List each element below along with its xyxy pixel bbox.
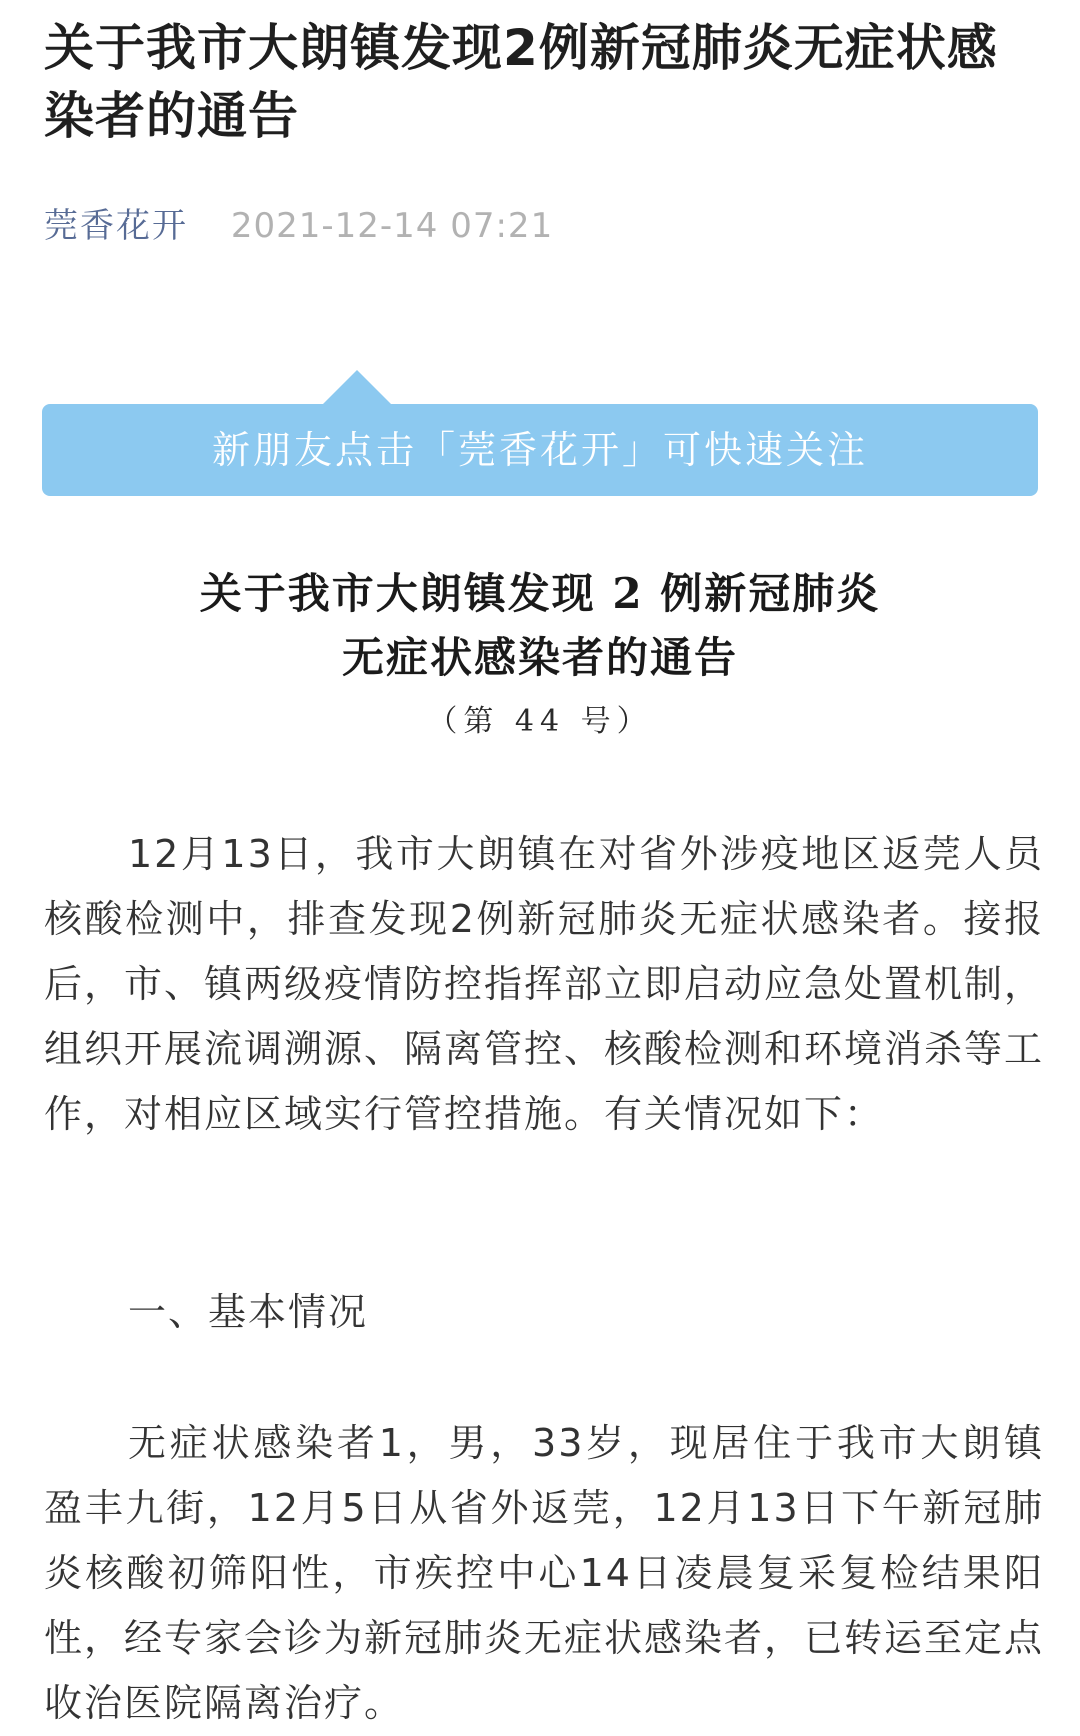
follow-banner[interactable] — [42, 404, 1038, 496]
body-paragraph: 12月13日，我市大朗镇在对省外涉疫地区返莞人员核酸检测中，排查发现2例新冠肺炎无症状感染者。接报后，市、镇两级疫情防控指挥部立即启动应急处置机制，组织开展流调溯源、隔离管控、核酸检测和环境消杀等工作，对相应区域实行管控措施。有关情况如下： — [44, 832, 1045, 1136]
notice-title-line1: 关于我市大朗镇发现 2 例新冠肺炎 — [199, 569, 881, 618]
body-paragraph: 无症状感染者1，男，33岁，现居住于我市大朗镇盈丰九街，12月5日从省外返莞，12月13日下午新冠肺炎核酸初筛阳性，市疾控中心14日凌晨复采复检结果阳性，经专家会诊为新冠肺炎无症状感染者，已转运至定点收治医院隔离治疗。 — [44, 1421, 1045, 1725]
banner-arrow-icon — [323, 370, 391, 404]
notice-number: （第 44 号） — [427, 704, 653, 739]
article-title: 关于我市大朗镇发现2例新冠肺炎无症状感染者的通告 — [44, 19, 998, 145]
follow-banner-text: 新朋友点击「莞香花开」可快速关注 — [211, 428, 868, 472]
section-heading: 一、基本情况 — [128, 1290, 369, 1334]
notice-title-line2: 无症状感染者的通告 — [341, 633, 738, 682]
publish-time: 2021-12-14 07:21 — [230, 206, 554, 246]
account-name-link[interactable]: 莞香花开 — [44, 206, 188, 246]
article-meta — [44, 202, 553, 250]
